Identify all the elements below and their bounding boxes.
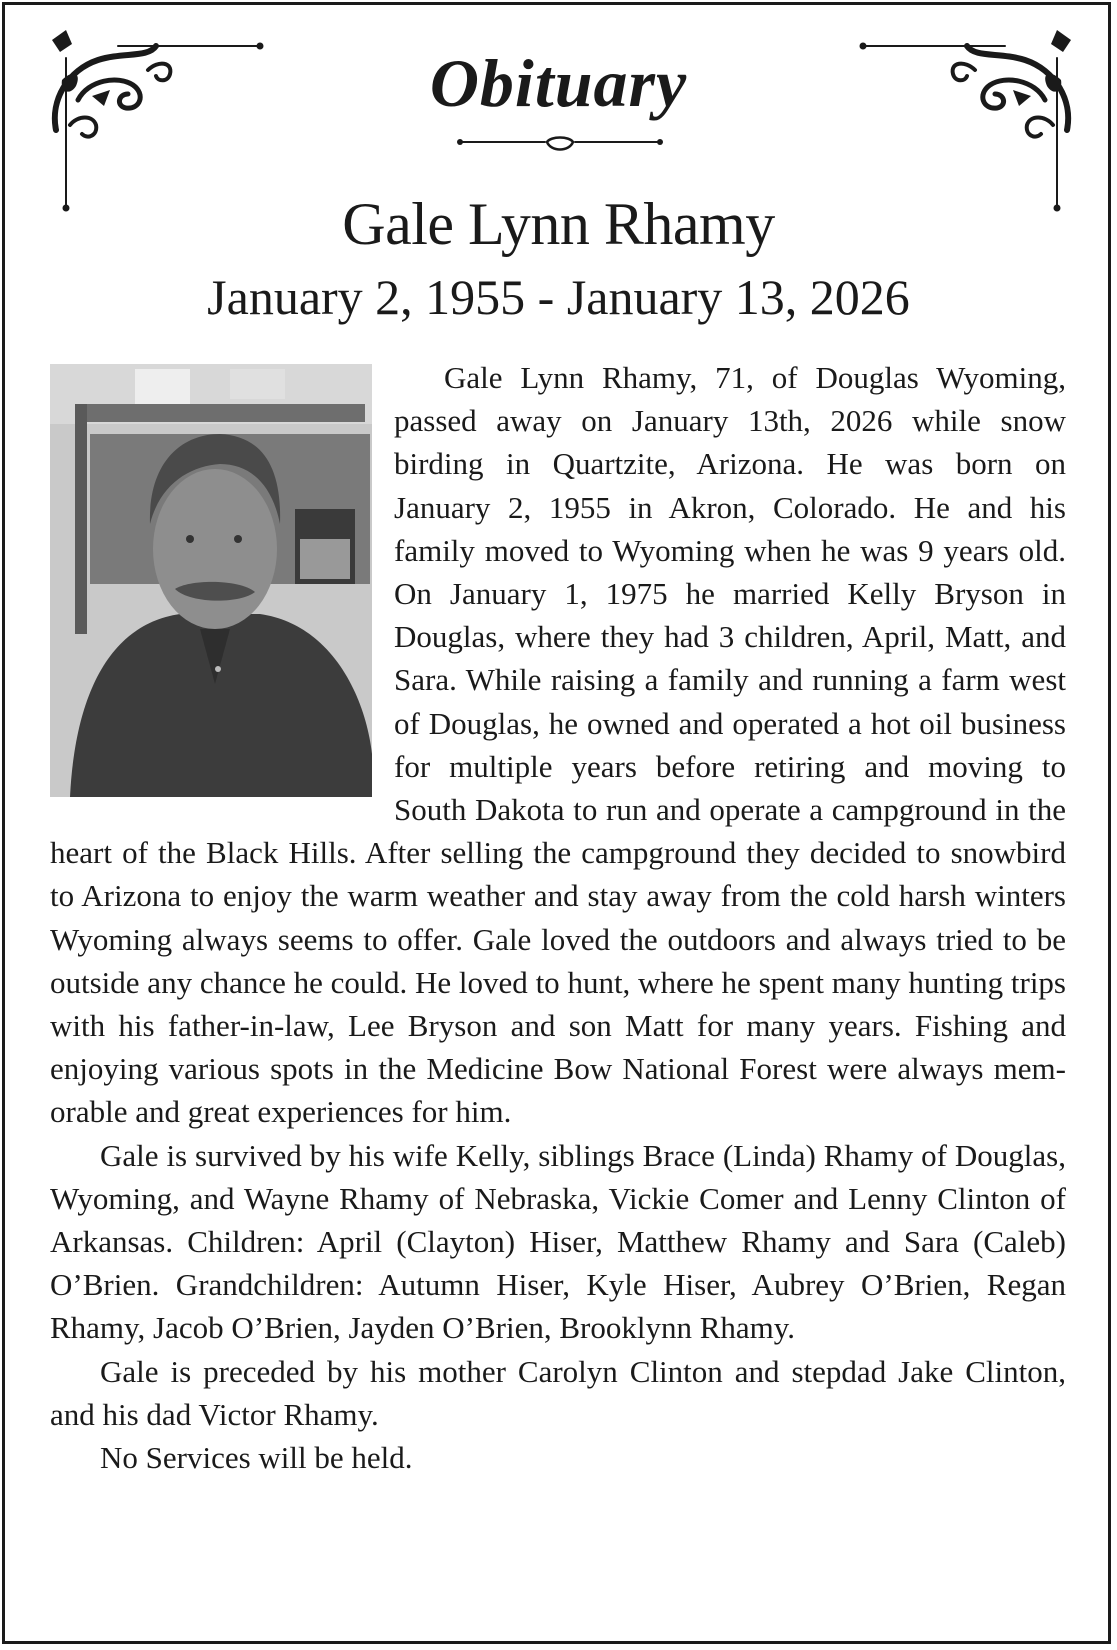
- life-dates: January 2, 1955 - January 13, 2026: [207, 269, 910, 325]
- deceased-name: Gale Lynn Rhamy: [342, 191, 775, 257]
- obituary-body: [50, 356, 1066, 1479]
- portrait-photo: [50, 364, 372, 797]
- paragraph-services: No Services will be held.: [100, 1440, 413, 1476]
- paragraph-biography: Gale Lynn Rhamy, 71, of Douglas Wyoming, passed away on January 13th, 2026 while snow birding in Quartzite, Arizona. He was born on January 2, 1955 in Akron, Colorado. He and his family moved to Wyoming when he was 9 years old. On January 1, 1975 he married Kelly Bryson in Douglas, where they had 3 children, April, Matt, and Sara. While raising a family and running a farm west of Douglas, he owned and operated a hot oil business for multiple years before retiring and moving to South Dakota to run and operate a campground in the heart of the Black Hills. After selling the campground they decided to snowbird to Arizona to enjoy the warm weather and stay away from the cold harsh winters Wyoming always seems to offer. Gale loved the outdoors and always tried to be outside any chance he could. He loved to hunt, where he spent many hunting trips with his father-in-law, Lee Bryson and son Matt for many years. Fishing and enjoying various spots in the Medicine Bow National Forest were always memorable and great experiences for him.: [50, 360, 1066, 1130]
- title-flourish-icon: [455, 134, 665, 158]
- paragraph-survived-by: Gale is survived by his wife Kelly, siblings Brace (Linda) Rhamy of Douglas, Wyoming, and Wayne Rhamy of Nebraska, Vickie Comer and Lenny Clinton of Arkansas. Children: April (Clayton) Hiser, Matthew Rhamy and Sara (Caleb) O’Brien. Grandchildren: Autumn Hiser, Kyle Hiser, Aubrey O’Brien, Regan Rhamy, Jacob O’Brien, Jayden O’Brien, Brooklynn Rhamy.: [50, 1137, 1066, 1346]
- obituary-heading: Obituary: [429, 45, 688, 121]
- paragraph-preceded-by: Gale is preceded by his mother Carolyn Clinton and stepdad Jake Clinton, and his dad Victor Rhamy.: [50, 1353, 1066, 1432]
